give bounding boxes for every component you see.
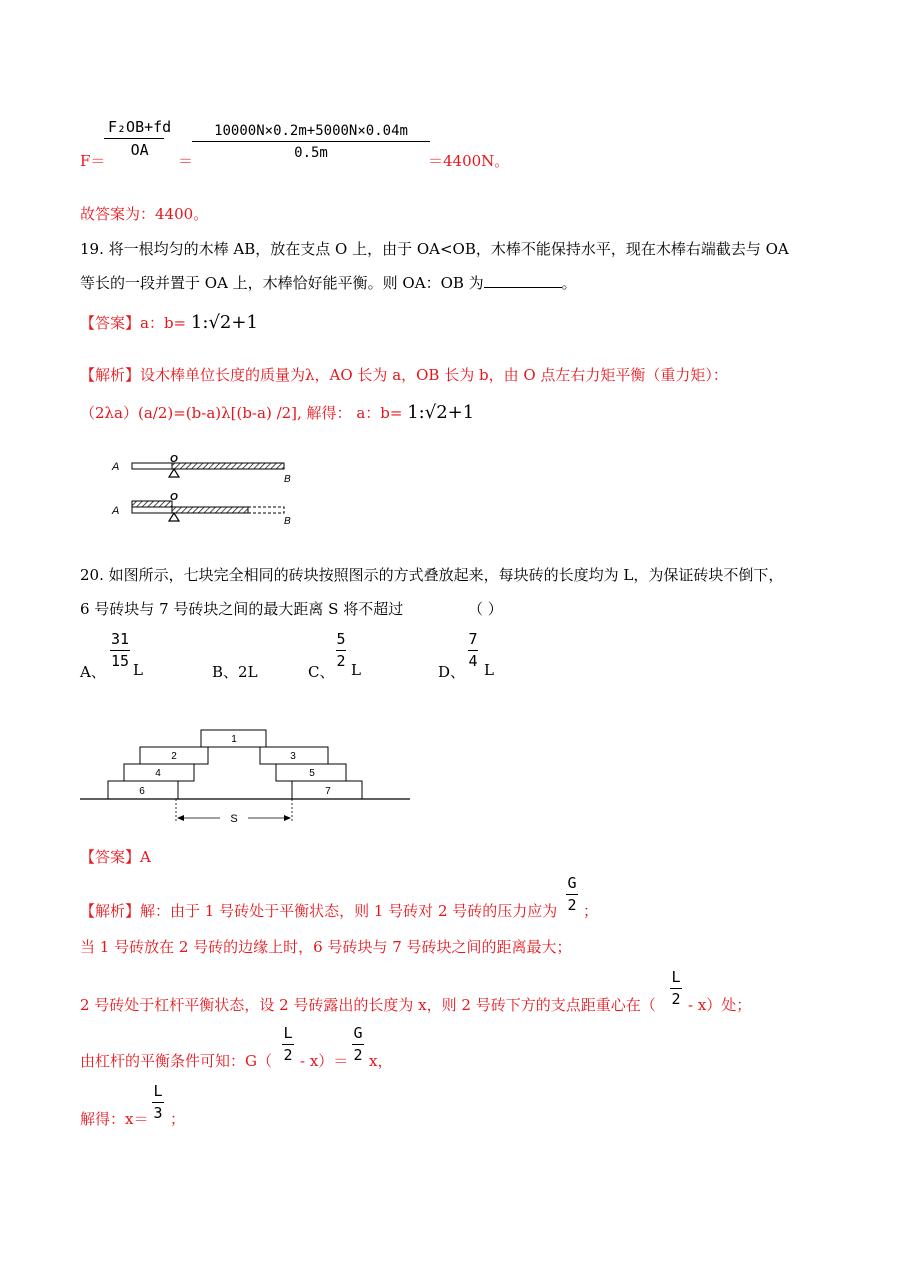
- option-c-unit: L: [351, 661, 361, 679]
- analysis-tail: ；: [170, 1110, 186, 1128]
- fraction-denominator: 2: [283, 1046, 293, 1064]
- brick-label: 3: [290, 751, 296, 762]
- formula-fraction-2: [192, 124, 430, 160]
- lever-figure: [108, 450, 308, 535]
- fraction-denominator: 15: [110, 652, 130, 670]
- label-a: A: [112, 461, 120, 473]
- q20-analysis-line-3: 2 号砖处于杠杆平衡状态，设 2 号砖露出的长度为 x，则 2 号砖下方的支点距重心在（: [80, 996, 656, 1014]
- analysis-fraction-l-2: [670, 970, 682, 1007]
- analysis-tail: x，: [369, 1052, 393, 1070]
- answer-text: A: [140, 848, 151, 866]
- fulcrum-icon: [169, 469, 179, 477]
- brick-label: 5: [309, 768, 315, 779]
- fraction-denominator: 2: [567, 896, 577, 914]
- formula-lhs: F＝: [80, 152, 106, 170]
- fraction-numerator: L: [153, 1082, 163, 1100]
- formula-fraction-1: [104, 120, 175, 158]
- q20-analysis-line-2: 当 1 号砖放在 2 号砖的边缘上时，6 号砖块与 7 号砖块之间的距离最大；: [80, 938, 572, 956]
- fraction-denominator: 0.5m: [294, 145, 328, 161]
- q19-answer: [80, 312, 258, 333]
- fraction-numerator: 7: [468, 630, 478, 648]
- fraction-numerator: L: [283, 1024, 293, 1042]
- answer-paren: （ ）: [468, 600, 503, 618]
- option-b: B、2L: [212, 663, 258, 681]
- brick-label: 6: [139, 786, 145, 797]
- brick-stack-figure: [80, 725, 415, 830]
- option-d-label: D、: [438, 663, 466, 681]
- fraction-numerator: 10000N×0.2m+5000N×0.04m: [214, 123, 408, 139]
- analysis-text: 解：由于 1 号砖处于平衡状态，则 1 号砖对 2 号砖的压力应为: [140, 902, 558, 920]
- q20-line-2-text: 6 号砖块与 7 号砖块之间的最大距离 S 将不超过: [80, 600, 404, 618]
- option-a-label: A、: [80, 663, 106, 681]
- bar-segment-oa: [132, 507, 172, 513]
- brick-label: 2: [171, 751, 177, 762]
- analysis-text: （2λa）(a/2)=(b-a)λ[(b-a) /2], 解得： a：b=: [80, 404, 403, 422]
- analysis-label: 【解析】: [80, 902, 141, 920]
- analysis-mid: - x）＝: [300, 1052, 349, 1070]
- option-a-unit: L: [133, 661, 143, 679]
- fraction-numerator: 5: [336, 630, 346, 648]
- q19-analysis-line-2: [80, 402, 474, 423]
- bar-segment-oa: [132, 463, 172, 469]
- fraction-numerator: 31: [110, 630, 130, 648]
- analysis-text: 设木棒单位长度的质量为λ，AO 长为 a，OB 长为 b，由 O 点左右力矩平衡（重力矩）：: [140, 366, 728, 384]
- q19-line-2-text: 等长的一段并置于 OA 上，木棒恰好能平衡。则 OA：OB 为: [80, 274, 484, 292]
- s-label: S: [230, 813, 238, 825]
- fraction-denominator: 3: [153, 1104, 163, 1122]
- q20-answer: [80, 846, 151, 867]
- option-d-fraction: [468, 632, 478, 669]
- analysis-tail: - x）处；: [688, 996, 752, 1014]
- fulcrum-icon: [169, 513, 179, 521]
- answer-label: 【答案】: [80, 314, 141, 332]
- analysis-math: 1:√2+1: [407, 402, 475, 423]
- label-o: O: [170, 492, 178, 503]
- answer-math: 1:√2+1: [190, 312, 258, 333]
- analysis-fraction-g-2: [352, 1026, 364, 1063]
- analysis-fraction-l-2: [282, 1026, 294, 1063]
- label-b: B: [284, 516, 291, 527]
- analysis-fraction-g-2: [566, 876, 578, 913]
- formula-result: ＝4400N。: [428, 152, 510, 170]
- analysis-fraction-l-3: [152, 1084, 164, 1121]
- bar-segment-ob: [172, 507, 248, 513]
- fraction-denominator: 2: [671, 990, 681, 1008]
- cut-segment: [248, 507, 284, 513]
- answer-blank: [484, 287, 562, 288]
- analysis-tail: ；: [583, 902, 599, 920]
- q19-line-2-end: 。: [561, 274, 577, 292]
- fraction-numerator: L: [671, 968, 681, 986]
- answer-label: 【答案】: [80, 848, 141, 866]
- q19-analysis-line-1: [80, 364, 728, 385]
- q20-analysis-line-5: 解得：x＝: [80, 1110, 149, 1128]
- q19-line-1: 19. 将一根均匀的木棒 AB，放在支点 O 上，由于 OA<OB，木棒不能保持水平，现在木棒右端截去与 OA: [80, 240, 789, 258]
- brick-label: 1: [231, 734, 237, 745]
- answer-text: a：b=: [140, 314, 187, 332]
- q20-line-2: [80, 598, 503, 619]
- q20-analysis-line-4: 由杠杆的平衡条件可知：G（: [80, 1052, 272, 1070]
- option-c-label: C、: [308, 663, 335, 681]
- label-a: A: [112, 505, 120, 517]
- label-o: O: [170, 454, 178, 465]
- analysis-label: 【解析】: [80, 366, 141, 384]
- fraction-numerator: G: [567, 874, 577, 892]
- fraction-denominator: OA: [130, 141, 149, 159]
- q19-line-2: [80, 272, 577, 293]
- q20-analysis-line-1: [80, 900, 557, 921]
- fraction-denominator: 2: [336, 652, 346, 670]
- fraction-numerator: F₂OB+fd: [108, 118, 172, 136]
- fraction-denominator: 4: [468, 652, 478, 670]
- fraction-numerator: G: [353, 1024, 363, 1042]
- fraction-denominator: 2: [353, 1046, 363, 1064]
- brick-label: 4: [155, 768, 161, 779]
- stacked-segment: [132, 501, 172, 507]
- option-c-fraction: [336, 632, 346, 669]
- brick-label: 7: [325, 786, 331, 797]
- formula-equals: ＝: [178, 152, 194, 170]
- label-b: B: [284, 474, 291, 485]
- option-a-fraction: [110, 632, 130, 669]
- answer-18: 故答案为：4400。: [80, 205, 209, 223]
- option-d-unit: L: [484, 661, 494, 679]
- bar-segment-ob: [172, 463, 284, 469]
- q20-line-1: 20. 如图所示，七块完全相同的砖块按照图示的方式叠放起来，每块砖的长度均为 L，为保证砖块不倒下，: [80, 566, 784, 584]
